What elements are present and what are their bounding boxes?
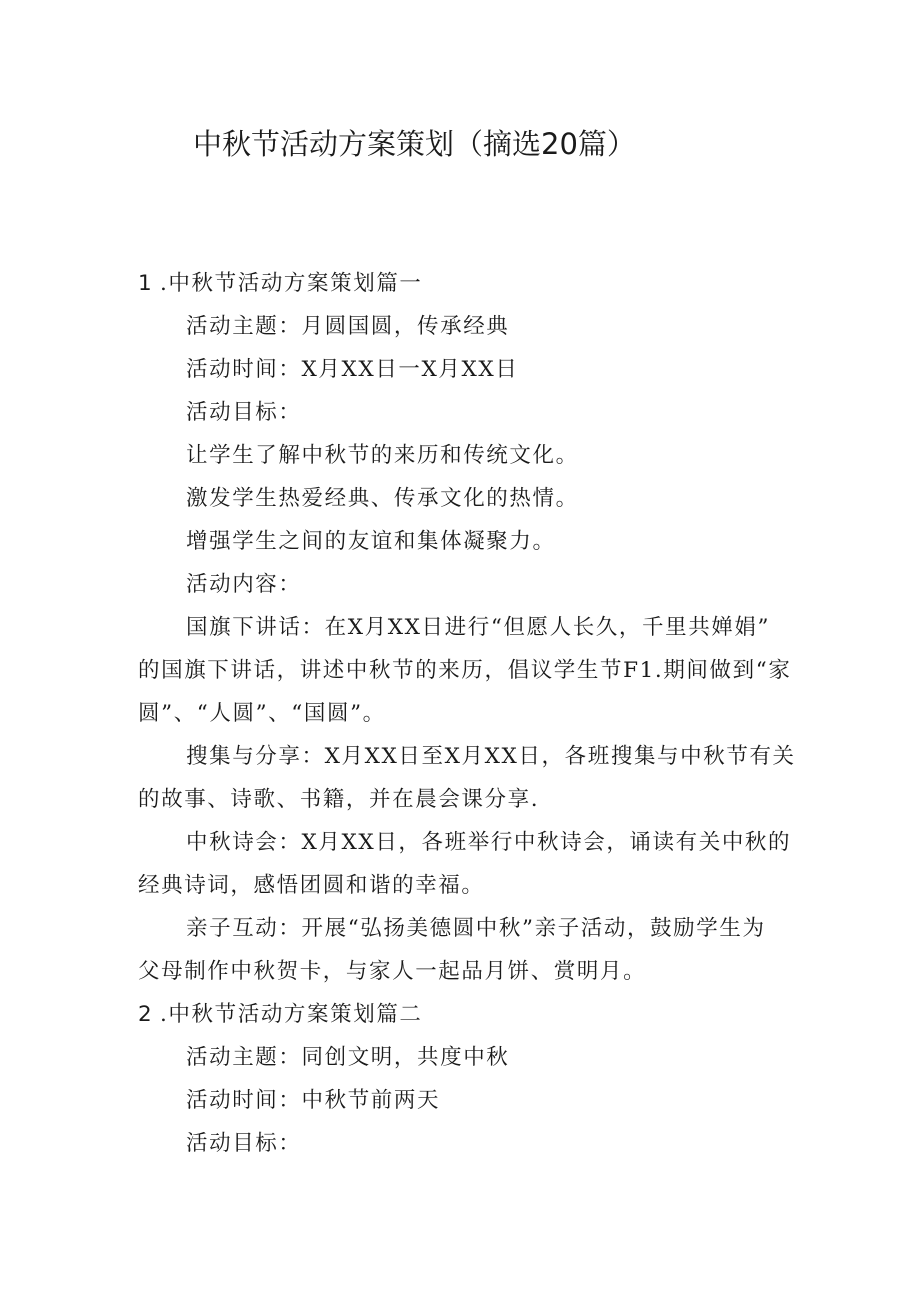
paragraph-line: 活动主题：月圆国圆，传承经典 <box>186 314 510 339</box>
section-heading-text: .中秋节活动方案策划篇一 <box>160 271 423 296</box>
section-heading <box>138 993 786 1036</box>
section-number: 2 <box>138 1002 154 1027</box>
paragraph-line: 搜集与分享：X月XX日至X月XX日，各班搜集与中秋节有关 <box>186 744 796 769</box>
paragraph-line: 让学生了解中秋节的来历和传统文化。 <box>186 443 579 468</box>
paragraph-line: 国旗下讲话：在X月XX日进行“但愿人长久，千里共婵娟” <box>186 615 771 640</box>
section-heading-text: .中秋节活动方案策划篇二 <box>160 1002 423 1027</box>
paragraph-line: 的国旗下讲话，讲述中秋节的来历，倡议学生节F1.期间做到“家 <box>138 658 792 683</box>
paragraph-line: 活动目标： <box>186 400 302 425</box>
paragraph-line: 活动时间：中秋节前两天 <box>186 1088 441 1113</box>
paragraph-line: 活动时间：X月XX日一X月XX日 <box>186 357 519 382</box>
paragraph-line: 增强学生之间的友谊和集体凝聚力。 <box>186 529 556 554</box>
paragraph-line: 活动目标： <box>186 1131 302 1156</box>
paragraph-line: 活动主题：同创文明，共度中秋 <box>186 1045 510 1070</box>
document-body <box>138 262 796 1165</box>
paragraph-line: 的故事、诗歌、书籍，并在晨会课分享. <box>138 787 540 812</box>
paragraph-line: 亲子互动：开展“弘扬美德圆中秋”亲子活动，鼓励学生为 <box>186 916 766 941</box>
document-title: 中秋节活动方案策划（摘选20篇） <box>193 127 636 161</box>
paragraph-line: 圆”、“人圆”、“国圆”。 <box>138 701 386 726</box>
section-heading <box>138 262 786 305</box>
paragraph-line: 中秋诗会：X月XX日，各班举行中秋诗会，诵读有关中秋的 <box>186 830 792 855</box>
paragraph-line: 经典诗词，感悟团圆和谐的幸福。 <box>138 873 485 898</box>
paragraph-line: 激发学生热爱经典、传承文化的热情。 <box>186 486 579 511</box>
paragraph-line: 父母制作中秋贺卡，与家人一起品月饼、赏明月。 <box>138 959 647 984</box>
paragraph-line: 活动内容： <box>186 572 302 597</box>
section-number: 1 <box>138 271 154 296</box>
